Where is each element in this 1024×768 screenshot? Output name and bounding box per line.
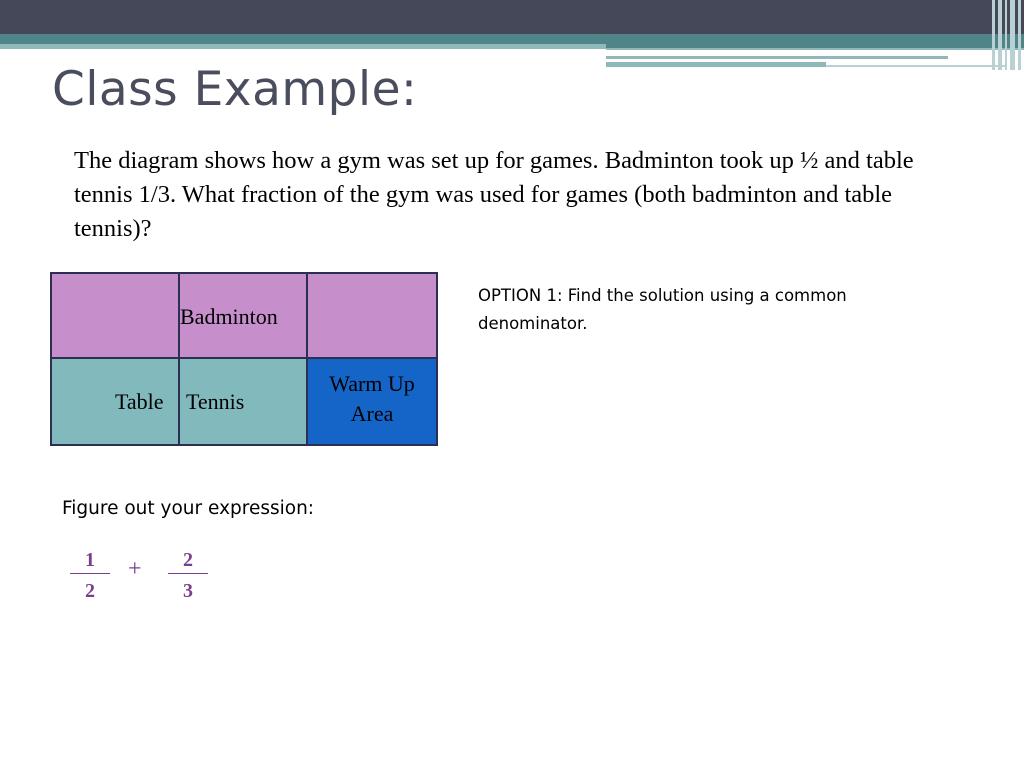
plus-operator: + (128, 556, 142, 582)
fraction-denominator: 3 (183, 580, 193, 602)
fraction-denominator: 2 (85, 580, 95, 602)
badminton-label: Badminton (180, 304, 278, 329)
table-label: Table (115, 389, 164, 414)
fraction-numerator: 2 (168, 549, 208, 574)
expression-prompt: Figure out your expression: (62, 498, 315, 519)
gym-diagram (50, 272, 438, 446)
badminton-cell (308, 274, 436, 359)
badminton-cell (52, 274, 180, 359)
fraction-numerator: 1 (70, 549, 110, 574)
decorative-bar (992, 0, 995, 70)
teal-accent-line (0, 44, 606, 49)
option-text: OPTION 1: Find the solution using a common denominator. (478, 286, 847, 333)
fraction-two-thirds (168, 549, 208, 602)
slide-title: Class Example: (52, 62, 418, 117)
top-bar (0, 0, 1024, 34)
decorative-line (606, 56, 948, 59)
decorative-bar (1005, 0, 1007, 70)
decorative-line (606, 62, 826, 67)
question-text: The diagram shows how a gym was set up for games. Badminton took up ½ and table tennis 1/3. What fraction of the gym was used for games (both badminton and table tennis)? (74, 147, 914, 242)
tennis-label: Tennis (186, 389, 245, 414)
fraction-one-half (70, 549, 110, 602)
warm-up-label: Warm Up Area (329, 371, 415, 426)
decorative-bar (1010, 0, 1015, 70)
decorative-bar (1018, 0, 1021, 70)
decorative-bar (998, 0, 1002, 70)
decorative-line (826, 65, 1006, 67)
decorative-line (606, 48, 1024, 50)
